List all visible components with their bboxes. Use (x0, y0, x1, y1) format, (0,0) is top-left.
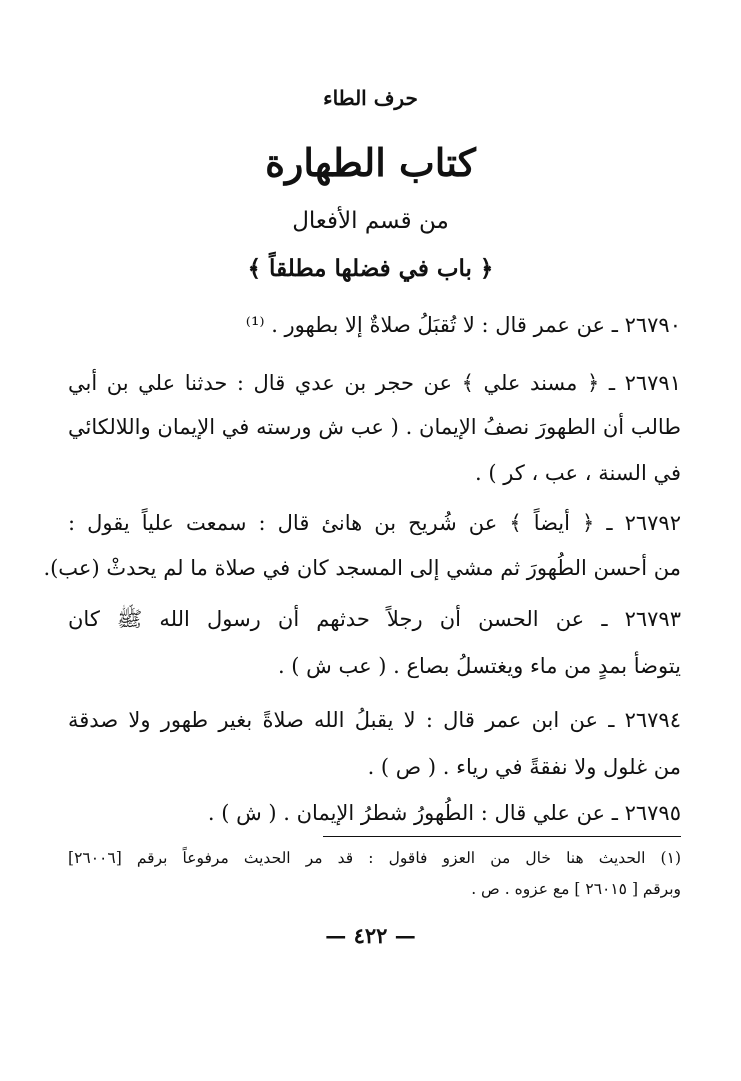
hadith-26792-line-1: ٢٦٧٩٢ ـ ﴿ أيضاً ﴾ عن شُريح بن هانئ قال : سمعت علياً يقول : (68, 511, 681, 535)
section-heading: ﴿ باب في فضلها مطلقاً ﴾ (247, 255, 494, 282)
footnote-line-2: وبرقم [ ٢٦٠١٥ ] مع عزوه . ص . (471, 880, 681, 898)
hadith-26791-line-3: في السنة ، عب ، كر ) . (475, 461, 681, 485)
hadith-26791-line-1: ٢٦٧٩١ ـ ﴿ مسند علي ﴾ عن حجر بن عدي قال : حدثنا علي بن أبي (68, 371, 681, 395)
hadith-26791-line-2: طالب أن الطهورَ نصفُ الإيمان . ( عب ش ورسته في الإيمان واللالكائي (68, 415, 681, 439)
hadith-26793-line-2: يتوضأ بمدٍ من ماء ويغتسلُ بصاع . ( عب ش ) . (277, 654, 681, 678)
chapter-heading: حرف الطاء (323, 86, 418, 110)
book-subtitle: من قسم الأفعال (292, 208, 449, 234)
page-number: — ٤٢٢ — (325, 923, 416, 948)
hadith-26790-line: ٢٦٧٩٠ ـ عن عمر قال : لا تُقبَلُ صلاةٌ إلا بطهور . ⁽¹⁾ (245, 313, 681, 337)
hadith-26794-line-1: ٢٦٧٩٤ ـ عن ابن عمر قال : لا يقبلُ الله صلاةً بغير طهور ولا صدقة (68, 708, 681, 732)
footnote-divider (323, 836, 681, 837)
hadith-26794-line-2: من غلول ولا نفقةً في رياء . ( ص ) . (367, 755, 681, 779)
footnote-line-1: (١) الحديث هنا خال من العزو فاقول : قد مر الحديث مرفوعاً برقم [٢٦٠٠٦] (68, 849, 681, 867)
hadith-26793-line-1: ٢٦٧٩٣ ـ عن الحسن أن رجلاً حدثهم أن رسول الله ﷺ كان (68, 607, 681, 631)
hadith-26792-line-2: من أحسن الطُهورَ ثم مشي إلى المسجد كان في صلاة ما لم يحدثْ (عب). (43, 556, 681, 580)
book-title: كتاب الطهارة (265, 140, 476, 185)
hadith-26795-line: ٢٦٧٩٥ ـ عن علي قال : الطُهورُ شطرُ الإيمان . ( ش ) . (207, 801, 681, 825)
